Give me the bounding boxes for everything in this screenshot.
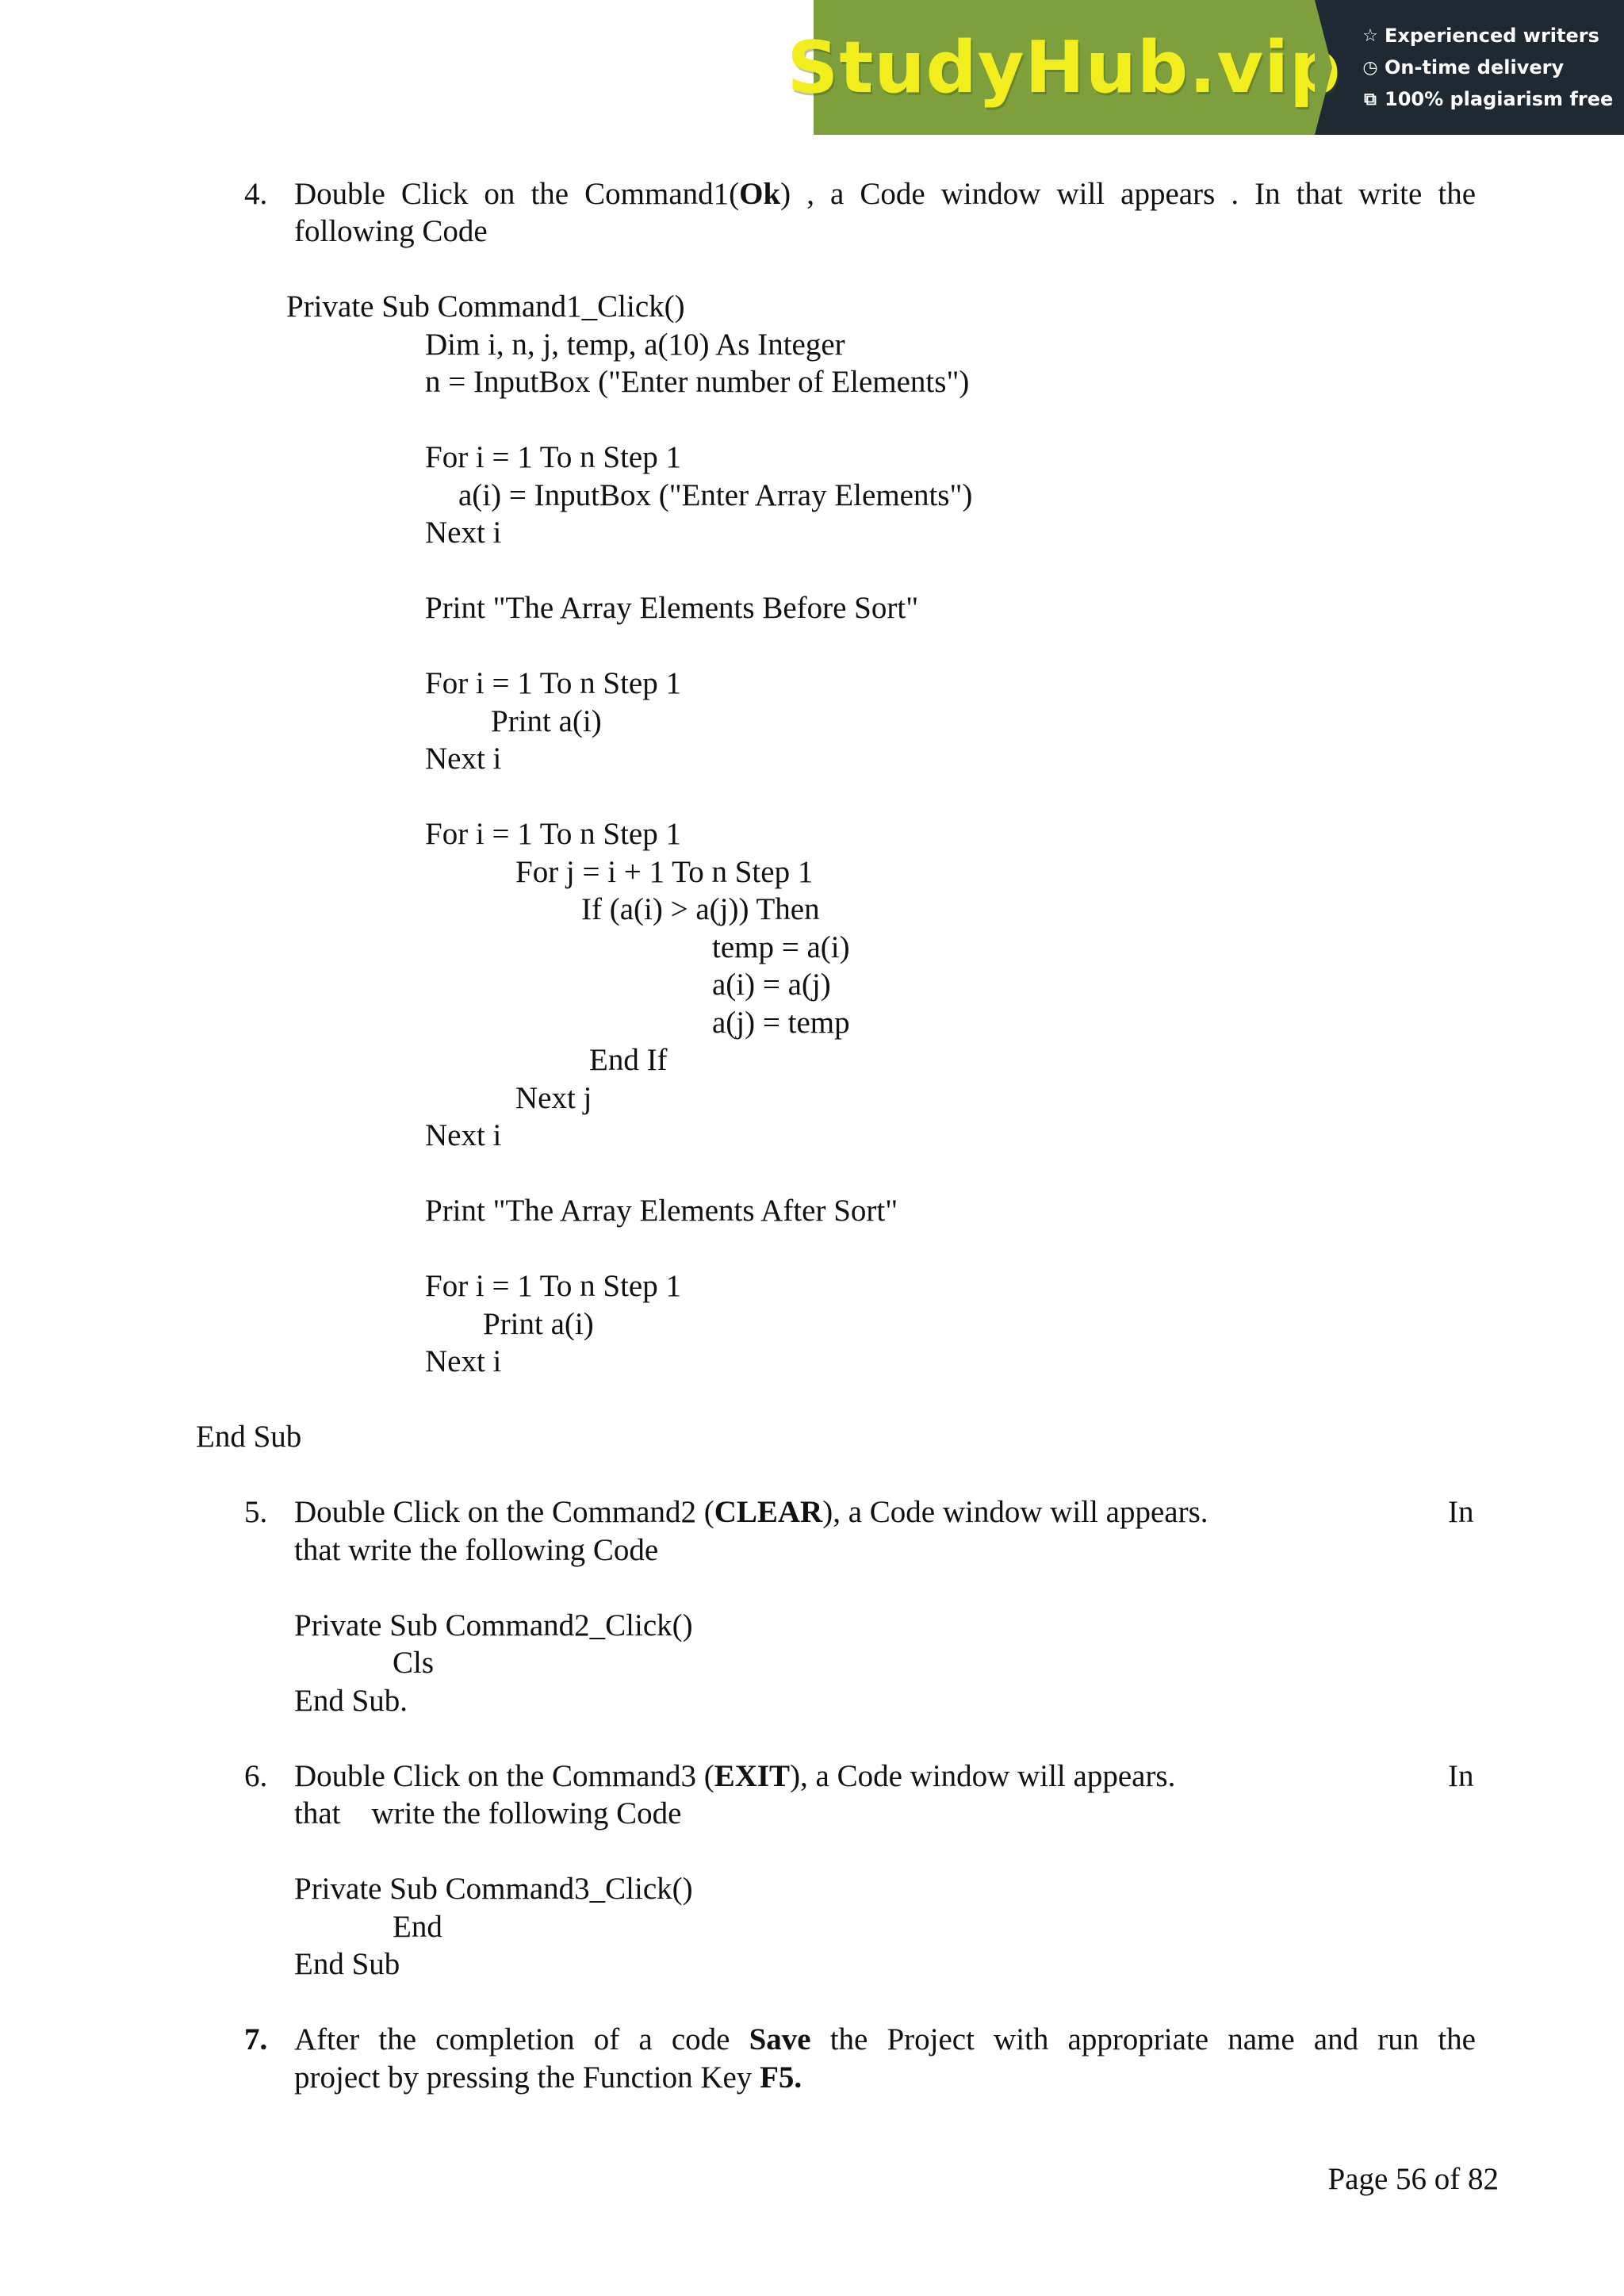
feature-item (1361, 88, 1624, 110)
code-line: Print a(i) (483, 1307, 594, 1341)
banner-arrow-shape (1315, 0, 1332, 135)
banner-logo-area (787, 0, 1342, 135)
step-text-part: Double Click on the Command2 ( (294, 1495, 714, 1529)
step-bold: EXIT (714, 1759, 791, 1793)
step-number: 7. (244, 2022, 268, 2056)
star-icon: ☆ (1362, 25, 1378, 46)
code-line: Dim i, n, j, temp, a(10) As Integer (425, 328, 845, 362)
code-line: Print a(i) (491, 704, 602, 738)
clock-icon: ◷ (1362, 57, 1378, 78)
code-line: Private Sub Command3_Click() (294, 1872, 693, 1906)
code-line: For i = 1 To n Step 1 (425, 817, 681, 851)
feature-label: 100% plagiarism free (1385, 88, 1614, 110)
code-line: a(i) = InputBox ("Enter Array Elements") (458, 478, 973, 512)
copy-icon: ⧉ (1364, 89, 1377, 109)
step-text-cont: following Code (294, 214, 488, 248)
code-line: temp = a(i) (712, 930, 850, 964)
code-line: For i = 1 To n Step 1 (425, 440, 681, 474)
code-line: Next i (425, 516, 502, 550)
step-number: 6. (244, 1759, 268, 1793)
code-line: End Sub (294, 1947, 400, 1981)
step-text-part: After the completion of a code (294, 2022, 749, 2056)
code-line: Next i (425, 1118, 502, 1152)
step-text-in: In (1448, 1495, 1474, 1529)
code-line: For j = i + 1 To n Step 1 (515, 855, 814, 889)
step-bold: CLEAR (714, 1495, 823, 1529)
step-bold: Ok (739, 177, 781, 211)
code-line: Cls (393, 1646, 435, 1680)
code-line: Print "The Array Elements Before Sort" (425, 591, 919, 625)
step-text-in: In (1448, 1759, 1474, 1793)
code-line: a(i) = a(j) (712, 968, 831, 1002)
step-text (294, 1493, 1208, 1531)
banner-features (1315, 0, 1624, 135)
step-text-part: ), a Code window will appears. (790, 1759, 1176, 1793)
code-line: Next j (515, 1081, 592, 1115)
code-line: If (a(i) > a(j)) Then (581, 892, 820, 926)
step-bold: F5. (760, 2060, 802, 2095)
code-line: Next i (425, 742, 502, 776)
feature-label: Experienced writers (1385, 25, 1599, 47)
step-text-part: Double Click on the Command3 ( (294, 1759, 714, 1793)
code-line: End Sub (196, 1420, 302, 1454)
step-bold: Save (749, 2022, 811, 2056)
code-line: Next i (425, 1344, 502, 1378)
studyhub-logo: StudyHub.vip (787, 25, 1342, 109)
step-text-part: ), a Code window will appears. (822, 1495, 1208, 1529)
ad-banner[interactable] (787, 0, 1624, 135)
step-text-part: project by pressing the Function Key (294, 2060, 760, 2095)
step-number: 4. (244, 177, 268, 211)
code-line: Private Sub Command1_Click() (286, 289, 685, 324)
step-text-cont: that write the following Code (294, 1533, 659, 1567)
code-line: Private Sub Command2_Click() (294, 1608, 693, 1642)
code-line: For i = 1 To n Step 1 (425, 666, 681, 700)
step-text-part: ) , a Code window will appears . In that write the (780, 177, 1477, 211)
page-number: Page 56 of 82 (1327, 2162, 1499, 2196)
step-text (294, 175, 1476, 213)
code-line: End If (589, 1043, 668, 1077)
step-number: 5. (244, 1495, 268, 1529)
code-line: a(j) = temp (712, 1006, 850, 1040)
code-line: End Sub. (294, 1684, 408, 1718)
step-text-part: the Project with appropriate name and run the (810, 2022, 1476, 2056)
feature-label: On-time delivery (1385, 56, 1565, 79)
step-text (294, 1757, 1175, 1796)
feature-item (1361, 56, 1624, 79)
step-text-cont (294, 2059, 802, 2097)
code-line: End (393, 1910, 442, 1944)
code-line: n = InputBox ("Enter number of Elements") (425, 365, 970, 399)
feature-item (1361, 25, 1624, 47)
step-text-cont: that write the following Code (294, 1796, 682, 1830)
code-line: For i = 1 To n Step 1 (425, 1269, 681, 1303)
step-text (294, 2021, 1476, 2059)
code-line: Print "The Array Elements After Sort" (425, 1194, 898, 1228)
step-text-part: Double Click on the Command1( (294, 177, 740, 211)
